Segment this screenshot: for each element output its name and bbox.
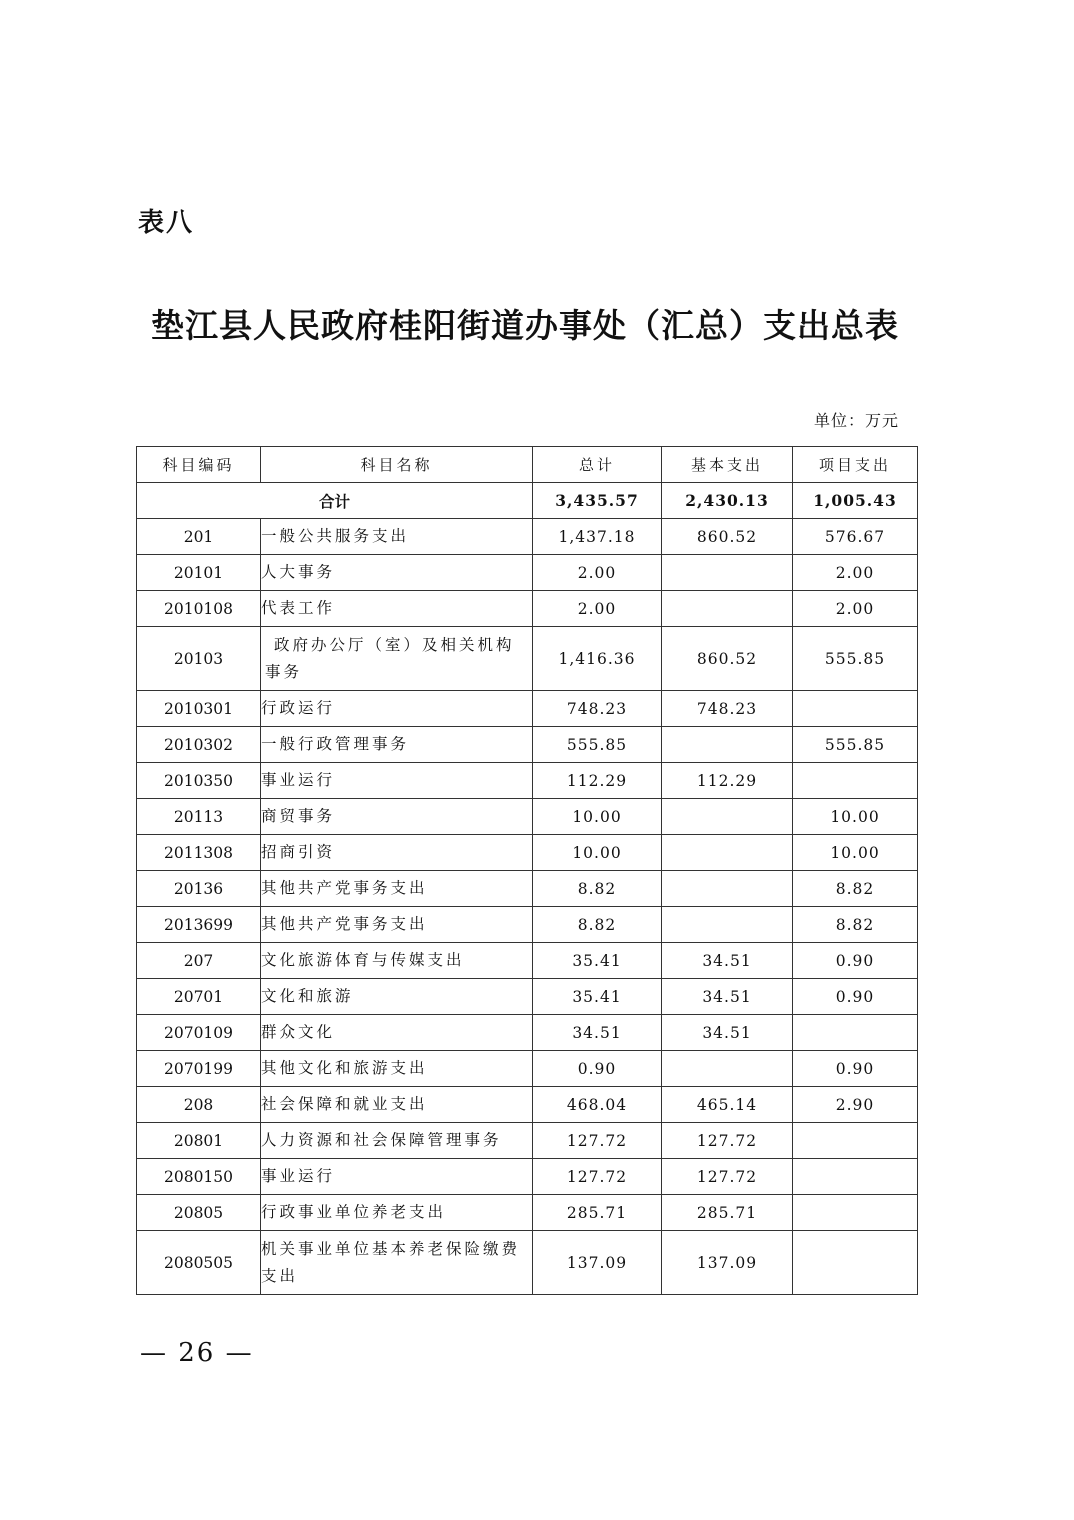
row-name: 事业运行 xyxy=(261,1159,533,1195)
row-basic xyxy=(662,1051,793,1087)
row-project: 2.00 xyxy=(793,555,918,591)
document-title: 垫江县人民政府桂阳街道办事处（汇总）支出总表 xyxy=(151,306,899,345)
row-basic: 285.71 xyxy=(662,1195,793,1231)
row-basic xyxy=(662,555,793,591)
row-basic: 860.52 xyxy=(662,519,793,555)
page-number: — 26 — xyxy=(140,1338,254,1368)
row-basic: 34.51 xyxy=(662,979,793,1015)
table-row xyxy=(137,1051,918,1087)
table-header-row xyxy=(137,447,918,483)
row-total: 10.00 xyxy=(533,835,662,871)
row-project xyxy=(793,1231,918,1295)
row-name: 政府办公厅（室）及相关机构事务 xyxy=(261,627,533,691)
row-total: 35.41 xyxy=(533,979,662,1015)
row-total: 1,416.36 xyxy=(533,627,662,691)
table-row xyxy=(137,1123,918,1159)
row-project xyxy=(793,763,918,799)
row-basic: 465.14 xyxy=(662,1087,793,1123)
row-basic xyxy=(662,799,793,835)
table-row xyxy=(137,763,918,799)
row-code: 2080150 xyxy=(137,1159,261,1195)
table-row xyxy=(137,555,918,591)
column-header-basic: 基本支出 xyxy=(662,447,793,483)
table-row xyxy=(137,979,918,1015)
table-row xyxy=(137,1231,918,1295)
row-project xyxy=(793,691,918,727)
row-code: 2010350 xyxy=(137,763,261,799)
row-name: 行政事业单位养老支出 xyxy=(261,1195,533,1231)
row-name: 文化和旅游 xyxy=(261,979,533,1015)
row-code: 2070109 xyxy=(137,1015,261,1051)
table-row xyxy=(137,907,918,943)
row-code: 2010302 xyxy=(137,727,261,763)
row-name: 机关事业单位基本养老保险缴费支出 xyxy=(261,1231,533,1295)
row-code: 20701 xyxy=(137,979,261,1015)
table-row xyxy=(137,627,918,691)
row-name: 一般公共服务支出 xyxy=(261,519,533,555)
row-basic xyxy=(662,727,793,763)
row-project: 576.67 xyxy=(793,519,918,555)
row-total: 285.71 xyxy=(533,1195,662,1231)
row-name: 一般行政管理事务 xyxy=(261,727,533,763)
table-row xyxy=(137,519,918,555)
row-code: 20136 xyxy=(137,871,261,907)
row-name: 商贸事务 xyxy=(261,799,533,835)
row-code: 2080505 xyxy=(137,1231,261,1295)
row-project: 8.82 xyxy=(793,907,918,943)
row-code: 20801 xyxy=(137,1123,261,1159)
row-basic xyxy=(662,835,793,871)
table-row xyxy=(137,835,918,871)
table-number: 表八 xyxy=(138,208,195,238)
row-basic: 127.72 xyxy=(662,1159,793,1195)
row-code: 2070199 xyxy=(137,1051,261,1087)
row-code: 2013699 xyxy=(137,907,261,943)
row-basic: 112.29 xyxy=(662,763,793,799)
total-row xyxy=(137,483,918,519)
row-basic: 127.72 xyxy=(662,1123,793,1159)
unit-label: 单位：万元 xyxy=(813,411,899,430)
row-project: 2.90 xyxy=(793,1087,918,1123)
row-code: 2011308 xyxy=(137,835,261,871)
table-row xyxy=(137,727,918,763)
column-header-project: 项目支出 xyxy=(793,447,918,483)
total-project: 1,005.43 xyxy=(793,483,918,519)
row-basic xyxy=(662,591,793,627)
column-header-total: 总计 xyxy=(533,447,662,483)
row-basic xyxy=(662,907,793,943)
total-sum: 3,435.57 xyxy=(533,483,662,519)
row-basic: 748.23 xyxy=(662,691,793,727)
row-project: 8.82 xyxy=(793,871,918,907)
row-basic xyxy=(662,871,793,907)
row-code: 20101 xyxy=(137,555,261,591)
row-project: 555.85 xyxy=(793,627,918,691)
row-project: 10.00 xyxy=(793,799,918,835)
row-code: 20103 xyxy=(137,627,261,691)
row-code: 207 xyxy=(137,943,261,979)
row-name: 群众文化 xyxy=(261,1015,533,1051)
row-total: 555.85 xyxy=(533,727,662,763)
row-total: 468.04 xyxy=(533,1087,662,1123)
row-project: 0.90 xyxy=(793,1051,918,1087)
row-total: 2.00 xyxy=(533,555,662,591)
total-label: 合计 xyxy=(137,483,533,519)
row-name: 行政运行 xyxy=(261,691,533,727)
row-code: 2010301 xyxy=(137,691,261,727)
row-code: 2010108 xyxy=(137,591,261,627)
table-row xyxy=(137,871,918,907)
column-header-name: 科目名称 xyxy=(261,447,533,483)
table-row xyxy=(137,1195,918,1231)
row-name: 人力资源和社会保障管理事务 xyxy=(261,1123,533,1159)
row-project xyxy=(793,1123,918,1159)
total-basic: 2,430.13 xyxy=(662,483,793,519)
row-project: 555.85 xyxy=(793,727,918,763)
row-code: 201 xyxy=(137,519,261,555)
table-row xyxy=(137,1159,918,1195)
row-basic: 34.51 xyxy=(662,943,793,979)
table-row xyxy=(137,591,918,627)
row-code: 208 xyxy=(137,1087,261,1123)
row-total: 137.09 xyxy=(533,1231,662,1295)
row-name: 文化旅游体育与传媒支出 xyxy=(261,943,533,979)
row-project: 10.00 xyxy=(793,835,918,871)
row-total: 8.82 xyxy=(533,871,662,907)
table-row xyxy=(137,799,918,835)
table-row xyxy=(137,691,918,727)
row-basic: 34.51 xyxy=(662,1015,793,1051)
row-project: 0.90 xyxy=(793,943,918,979)
table-row xyxy=(137,943,918,979)
row-total: 8.82 xyxy=(533,907,662,943)
row-name: 代表工作 xyxy=(261,591,533,627)
row-project: 0.90 xyxy=(793,979,918,1015)
row-total: 2.00 xyxy=(533,591,662,627)
row-name: 其他共产党事务支出 xyxy=(261,871,533,907)
row-basic: 137.09 xyxy=(662,1231,793,1295)
row-total: 34.51 xyxy=(533,1015,662,1051)
row-name: 人大事务 xyxy=(261,555,533,591)
table-row xyxy=(137,1087,918,1123)
row-name: 招商引资 xyxy=(261,835,533,871)
column-header-code: 科目编码 xyxy=(137,447,261,483)
row-code: 20805 xyxy=(137,1195,261,1231)
row-total: 127.72 xyxy=(533,1123,662,1159)
expenditure-table xyxy=(136,446,918,1295)
row-project: 2.00 xyxy=(793,591,918,627)
row-total: 748.23 xyxy=(533,691,662,727)
row-total: 1,437.18 xyxy=(533,519,662,555)
row-name: 事业运行 xyxy=(261,763,533,799)
row-name: 社会保障和就业支出 xyxy=(261,1087,533,1123)
row-project xyxy=(793,1015,918,1051)
row-total: 127.72 xyxy=(533,1159,662,1195)
row-project xyxy=(793,1195,918,1231)
row-name: 其他共产党事务支出 xyxy=(261,907,533,943)
row-total: 112.29 xyxy=(533,763,662,799)
row-name: 其他文化和旅游支出 xyxy=(261,1051,533,1087)
row-project xyxy=(793,1159,918,1195)
row-code: 20113 xyxy=(137,799,261,835)
row-total: 35.41 xyxy=(533,943,662,979)
table-row xyxy=(137,1015,918,1051)
row-basic: 860.52 xyxy=(662,627,793,691)
row-total: 0.90 xyxy=(533,1051,662,1087)
row-total: 10.00 xyxy=(533,799,662,835)
